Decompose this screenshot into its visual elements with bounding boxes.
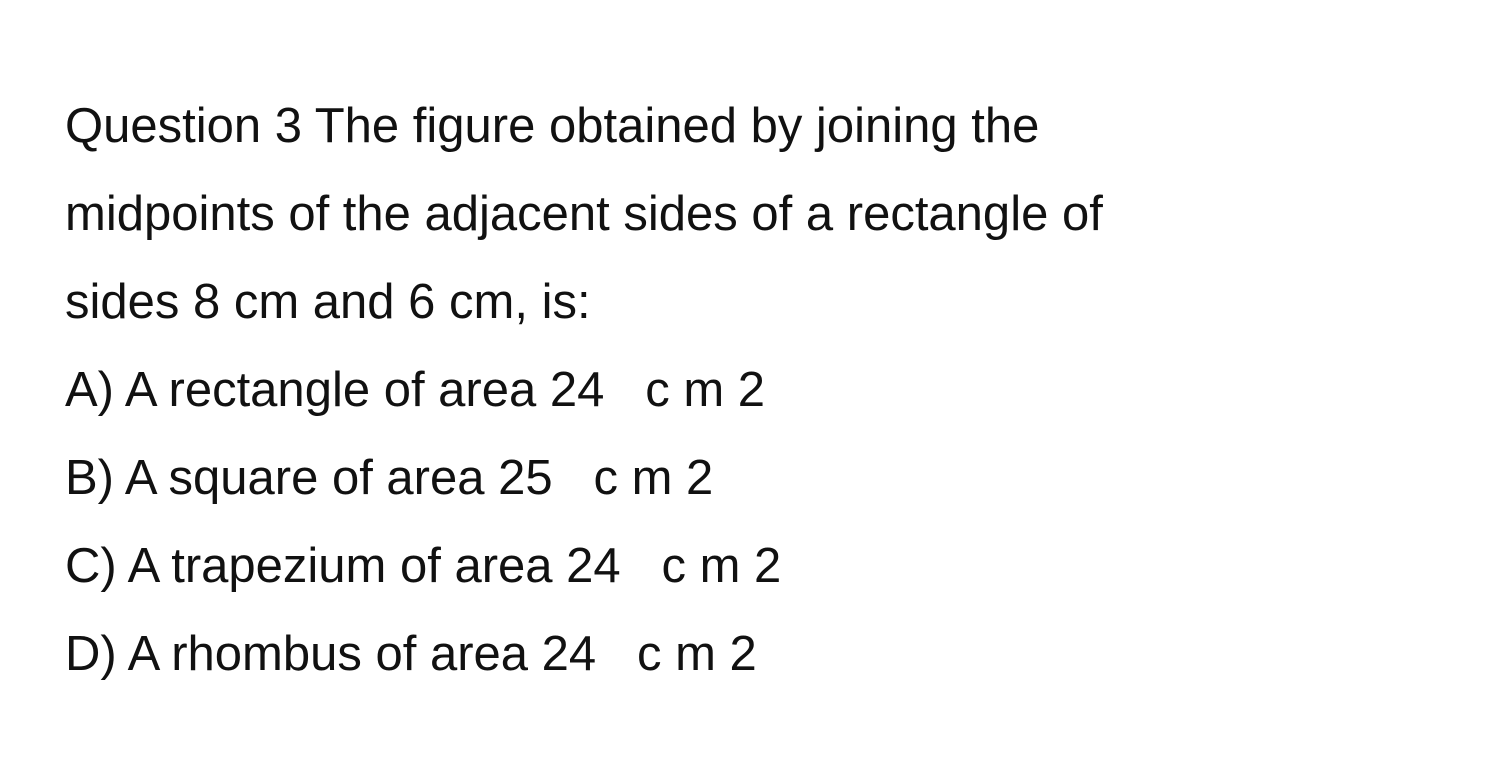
question-block [65,82,1465,698]
question-line: midpoints of the adjacent sides of a rectangle of [65,187,1103,241]
option-d: D) A rhombus of area 24 c m 2 [65,627,757,681]
option-a: A) A rectangle of area 24 c m 2 [65,363,765,417]
option-b: B) A square of area 25 c m 2 [65,451,714,505]
question-text [65,82,1465,346]
question-line: Question 3 The figure obtained by joining the [65,99,1040,153]
options-list [65,346,1465,698]
question-line: sides 8 cm and 6 cm, is: [65,275,591,329]
option-c: C) A trapezium of area 24 c m 2 [65,539,782,593]
